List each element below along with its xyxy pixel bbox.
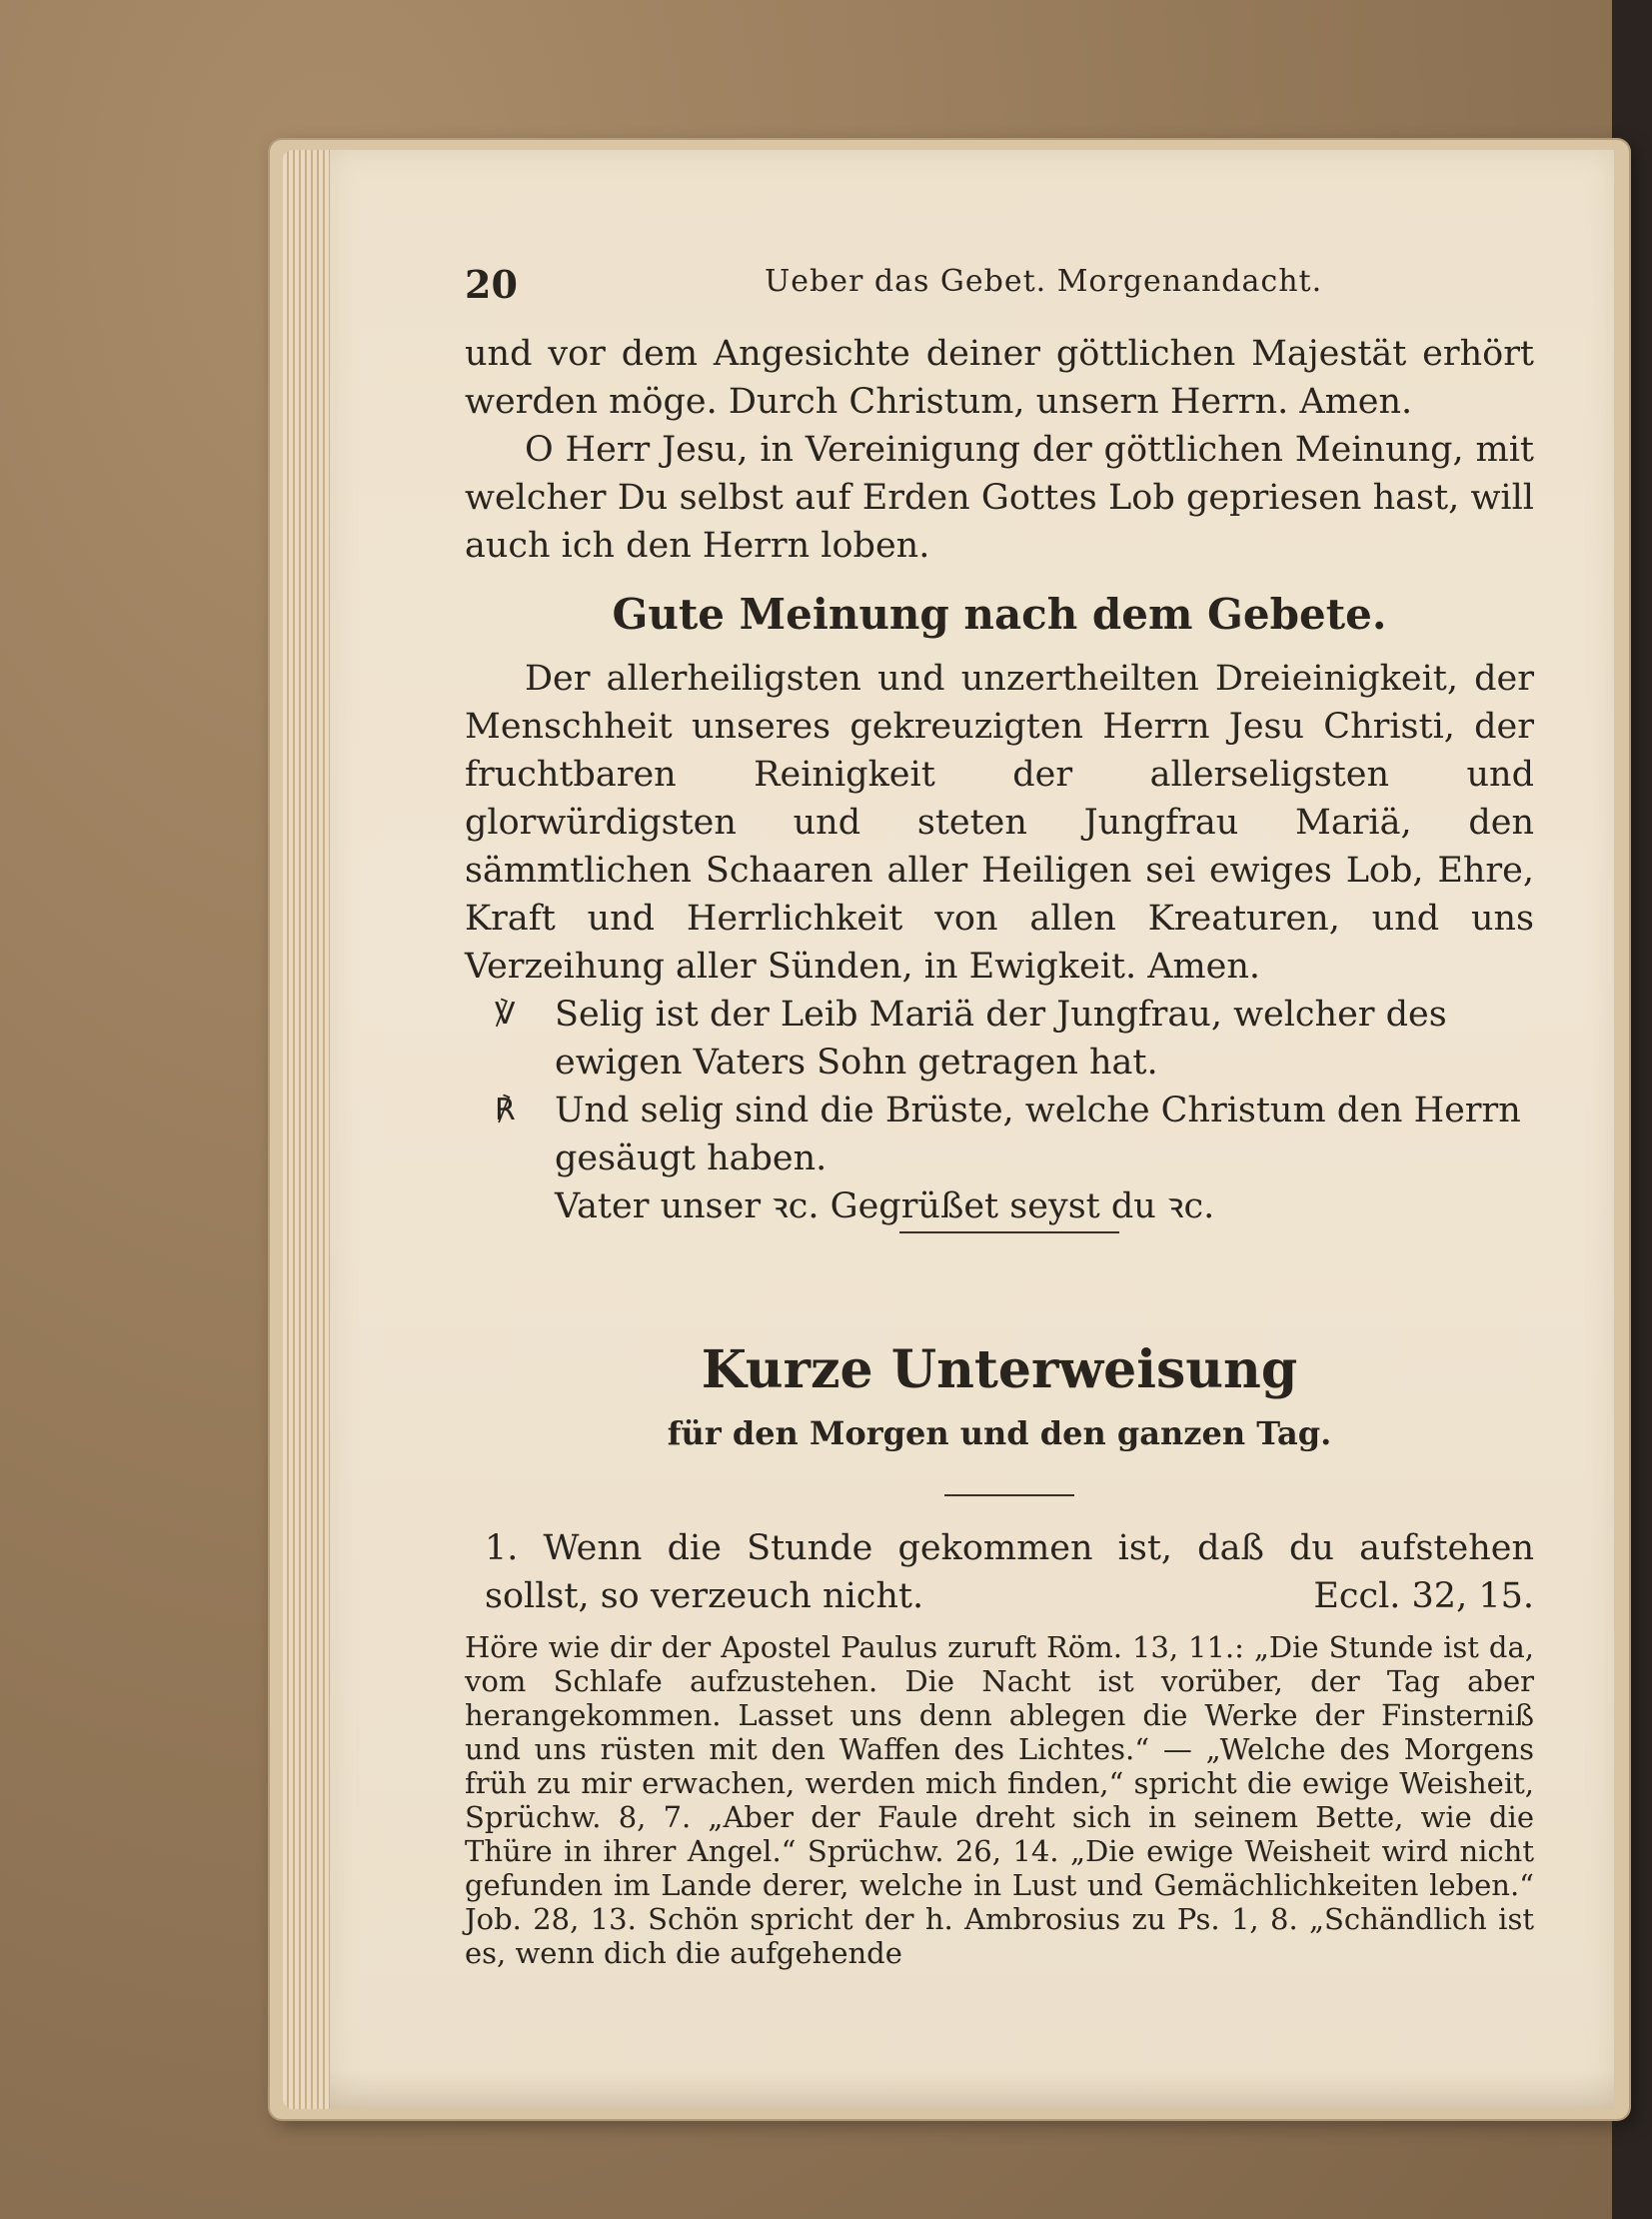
page-number: 20	[465, 262, 518, 307]
divider-rule-small	[944, 1494, 1074, 1496]
prayer-end-paragraph: und vor dem Angesichte deiner göttlichen Majestät erhört werden möge. Durch Christum, unsern Herrn. Amen.	[465, 334, 1534, 422]
instruction-body	[465, 1524, 1534, 1970]
instruction-heading: Kurze Unterweisung	[701, 1339, 1298, 1400]
section-good-intention-body	[465, 655, 1534, 1230]
divider-rule	[899, 1231, 1119, 1233]
response	[465, 1087, 1534, 1182]
section-body: Der allerheiligsten und unzertheilten Dreieinigkeit, der Menschheit unseres gekreuzigten Herrn Jesu Christi, der fruchtbaren Reinigkeit der allerseligsten und glorwürdigsten und steten Jungfrau Mariä, den sämmtlichen Schaaren aller Heiligen sei ewiges Lob, Ehre, Kraft und Herrlichkeit von allen Kreaturen, und uns Verzeihung aller Sünden, in Ewigkeit. Amen.	[465, 659, 1534, 987]
page-bottom-shade	[330, 2069, 1614, 2109]
response-symbol: ℟	[495, 1093, 516, 1127]
section-good-intention	[465, 590, 1534, 639]
closing-line: Vater unser ꝛc. Gegrüßet seyst du ꝛc.	[555, 1186, 1215, 1226]
versicle-text: Selig ist der Leib Mariä der Jungfrau, welcher des ewigen Vaters Sohn getragen hat.	[555, 995, 1447, 1083]
prayer-end	[465, 330, 1534, 570]
instruction-subheading: für den Morgen und den ganzen Tag.	[667, 1414, 1332, 1452]
instruction-item-1: 1. Wenn die Stunde gekommen ist, daß du aufstehen sollst, so verzeuch nicht.	[485, 1528, 1534, 1616]
section-instruction-sub	[465, 1414, 1534, 1452]
versicle	[465, 991, 1534, 1087]
running-head-title: Ueber das Gebet. Morgenandacht.	[765, 264, 1323, 299]
versicle-symbol: ℣	[495, 997, 516, 1032]
instruction-item-1-reference: Eccl. 32, 15.	[1313, 1576, 1534, 1616]
book-page	[330, 150, 1614, 2109]
section-instruction	[465, 1339, 1534, 1400]
section-heading: Gute Meinung nach dem Gebete.	[612, 590, 1387, 639]
instruction-commentary: Höre wie dir der Apostel Paulus zuruft Röm. 13, 11.: „Die Stunde ist da, vom Schlafe aufzustehen. Die Nacht ist vorüber, der Tag aber herangekommen. Lasset uns denn ablegen die Werke der Finsterniß und uns rüsten mit den Waffen des Lichtes.“ — „Welche des Morgens früh zu mir erwachen, werden mich finden,“ spricht die ewige Weisheit, Sprüchw. 8, 7. „Aber der Faule dreht sich in seinem Bette, wie die Thüre in ihrer Angel.“ Sprüchw. 26, 14. „Die ewige Weisheit wird nicht gefunden im Lande derer, welche in Lust und Gemächlichkeiten leben.“ Job. 28, 13. Schön spricht der h. Ambrosius zu Ps. 1, 8. „Schändlich ist es, wenn dich die aufgehende	[465, 1630, 1534, 1970]
prayer-jesus-paragraph: O Herr Jesu, in Vereinigung der göttlichen Meinung, mit welcher Du selbst auf Erden Gottes Lob gepriesen hast, will auch ich den Herrn loben.	[465, 430, 1534, 566]
response-text: Und selig sind die Brüste, welche Christum den Herrn gesäugt haben.	[555, 1091, 1521, 1178]
running-head	[465, 262, 1534, 312]
